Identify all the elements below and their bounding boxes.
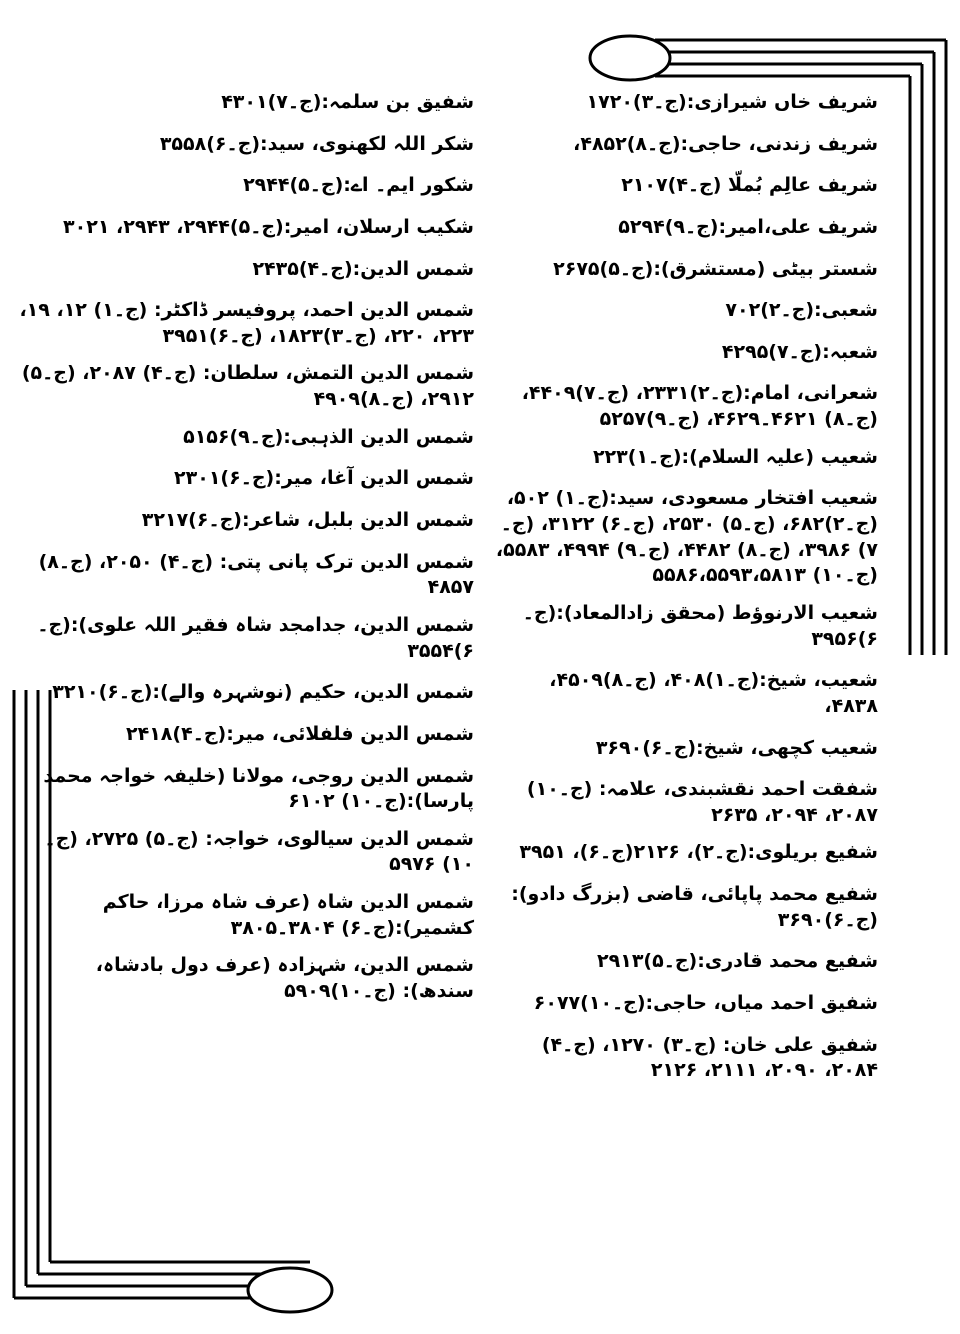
index-entry: شمس الدین، حکیم (نوشہرہ والے):(ج۔۶)۳۲۱۰ bbox=[52, 681, 474, 704]
index-column-right bbox=[495, 90, 878, 1096]
index-entry: شمس الدین آغا، میر:(ج۔۶)۲۳۰۱ bbox=[174, 467, 474, 490]
index-entry: شمس الدین روجی، مولانا (خلیفہ خواجہ محمد پارسا):(ج۔۱۰) ۶۱۰۲ bbox=[43, 764, 474, 813]
index-entry: شکر اللہ لکھنوی، سید:(ج۔۶)۳۵۵۸ bbox=[159, 132, 474, 155]
index-entry: شعیب افتخار مسعودی، سید:(ج۔۱) ۵۰۲، (ج۔۲)۶۸۲، (ج۔۵) ۲۵۳۰، (ج۔۶) ۳۱۲۲، (ج۔۷) ۳۹۸۶، (ج۔۸) ۴۴۸۲، (ج۔۹) ۴۹۹۴، ۵۵۸۳، (ج۔۱۰) ۵۵۸۶،۵۵۹۳،۵۸۱۳ bbox=[495, 487, 878, 587]
index-entry: شعرانی، امام:(ج۔۲)۲۳۳۱، (ج۔۷)۴۴۰۹، (ج۔۸) ۴۶۲۱۔۴۶۲۹، (ج۔۹)۵۲۵۷ bbox=[521, 382, 878, 431]
index-entry: شعیب الارنوؤط (محقق زادالمعاد):(ج۔۶)۳۹۵۶ bbox=[522, 601, 878, 650]
index-entry: شعیب (علیہ السلام):(ج۔۱)۲۲۳ bbox=[592, 445, 878, 468]
index-entry: شعیب کچھی، شیخ:(ج۔۶)۳۶۹۰ bbox=[595, 736, 878, 759]
index-entry: شریف خاں شیرازی:(ج۔۳)۱۷۲۰ bbox=[586, 91, 878, 113]
index-entry: شستر بیٹی (مستشرق):(ج۔۵)۲۶۷۵ bbox=[553, 257, 878, 280]
index-entry: شمس الدین، جدامجد شاہ فقیر اللہ علوی):(ج۔۶)۳۵۵۴ bbox=[37, 613, 474, 662]
index-entry: شمس الدین الذہبی:(ج۔۹)۵۱۵۶ bbox=[183, 425, 474, 448]
index-entry: شفیع محمد پاپائی، قاضی (بزرگ دادو):(ج۔۶)۳۶۹۰ bbox=[511, 883, 878, 931]
index-entry: شریف علی،امیر:(ج۔۹)۵۲۹۴ bbox=[618, 215, 878, 238]
index-entry: شمس الدین التمش، سلطان: (ج۔۴) ۲۰۸۷، (ج۔۵) ۲۹۱۲، (ج۔۸)۴۹۰۹ bbox=[21, 362, 474, 411]
index-entry: شمس الدین، شہزادہ (عرف دول بادشاہ، سندھ): (ج۔۱۰)۵۹۰۹ bbox=[95, 954, 474, 1003]
index-entry: شفقت احمد نقشبندی، علامہ: (ج۔۱۰) ۲۰۸۷، ۲۰۹۴، ۲۶۳۵ bbox=[526, 778, 878, 826]
index-entry: شفیق احمد میاں، حاجی:(ج۔۱۰)۶۰۷۷ bbox=[533, 992, 878, 1015]
index-entry: شمس الدین شاہ (عرف شاہ مرزا، حاکم کشمیر):(ج۔۶) ۳۸۰۴۔۳۸۰۵ bbox=[102, 891, 474, 939]
index-entry: شفیع محمد قادری:(ج۔۵)۲۹۱۳ bbox=[597, 950, 878, 973]
index-entry: شمس الدین سیالوی، خواجہ: (ج۔۵) ۲۷۲۵، (ج۔۱۰) ۵۹۷۶ bbox=[44, 827, 474, 876]
index-entry: شمس الدین:(ج۔۴)۲۴۳۵ bbox=[252, 257, 474, 280]
index-entry: شفیق علی خان: (ج۔۳) ۱۲۷۰، (ج۔۴) ۲۰۸۴، ۲۰۹۰، ۲۱۱۱، ۲۱۲۶ bbox=[541, 1033, 878, 1082]
index-entry: شفیع بریلوی:(ج۔۲)، ۲۱۲۶(ج۔۶)، ۳۹۵۱ bbox=[519, 841, 878, 864]
index-entry: شعیب، شیخ:(ج۔۱)۴۰۸، (ج۔۸)۴۵۰۹، ۴۸۳۸، bbox=[549, 669, 878, 717]
index-entry: شمس الدین ترک پانی پتی: (ج۔۴) ۲۰۵۰، (ج۔۸) ۴۸۵۷ bbox=[38, 550, 474, 599]
index-entry: شعبہ:(ج۔۷)۴۲۹۵ bbox=[721, 340, 878, 363]
index-entry: شکیب ارسلان، امیر:(ج۔۵)۲۹۴۴، ۲۹۴۳، ۳۰۲۱ bbox=[63, 215, 474, 238]
index-entry: شمس الدین بلبل، شاعر:(ج۔۶)۳۲۱۷ bbox=[141, 509, 474, 532]
index-entry: شکور ایم۔ اے:(ج۔۵)۲۹۴۴ bbox=[243, 174, 474, 197]
index-entry: شفیق بن سلمہ:(ج۔۷)۴۳۰۱ bbox=[221, 91, 474, 113]
index-entry: شریف عالِم بُملّا (ج۔۴)۲۱۰۷ bbox=[621, 174, 878, 197]
index-entry: شریف زندنی، حاجی:(ج۔۸)۴۸۵۲، bbox=[573, 132, 878, 155]
index-entry: شمس الدین احمد، پروفیسر ڈاکٹر: (ج۔۱) ۱۲، ۱۹، ۲۲۳، ۲۲۰، (ج۔۳)۱۸۲۳، (ج۔۶)۳۹۵۱ bbox=[19, 299, 474, 347]
index-column-left bbox=[18, 90, 474, 1017]
index-entry: شمس الدین فلفلائی، میر:(ج۔۴)۲۴۱۸ bbox=[126, 722, 474, 745]
index-entry: شعبی:(ج۔۲)۷۰۲ bbox=[725, 299, 878, 322]
